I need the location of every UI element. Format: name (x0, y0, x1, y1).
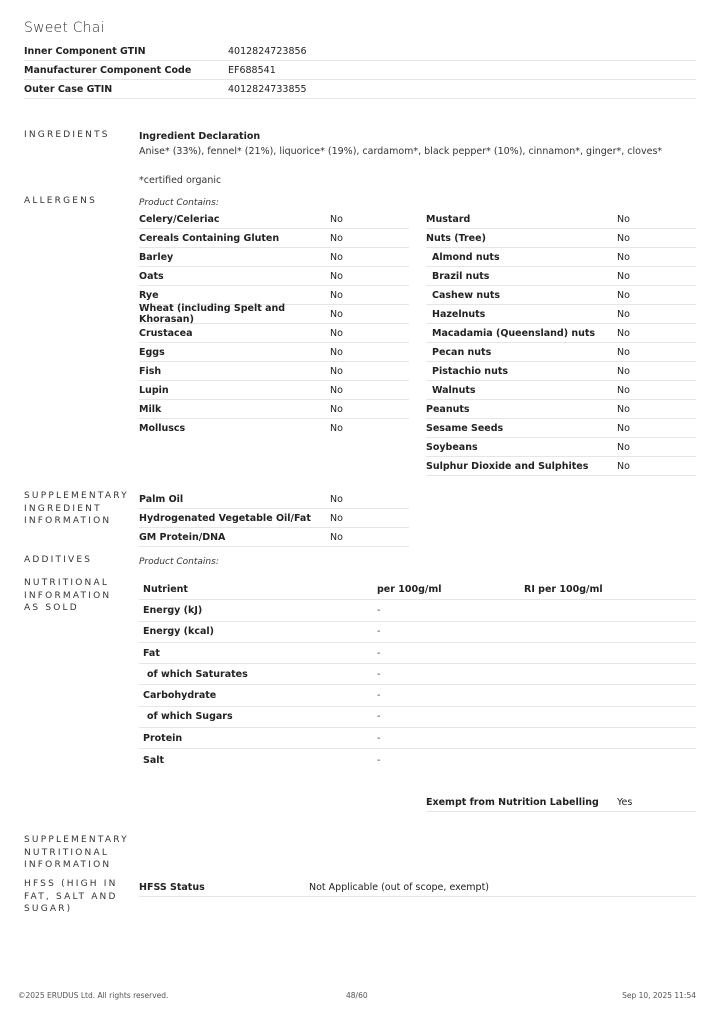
allergen-row (426, 362, 696, 381)
allergen-value: No (330, 232, 343, 244)
supplementary-label: Palm Oil (139, 493, 184, 505)
nutrient-value: - (377, 754, 381, 766)
allergens-left-table (139, 210, 409, 438)
section-label-supplementary-nutritional: SUPPLEMENTARY NUTRITIONAL INFORMATION (24, 835, 129, 870)
allergen-row (139, 210, 409, 229)
allergen-value: No (617, 232, 630, 244)
nutrient-label: Energy (kcal) (143, 626, 214, 638)
nutrient-value: - (377, 647, 381, 659)
allergen-label: Peanuts (426, 403, 470, 415)
allergen-label: Mustard (426, 213, 471, 225)
footer-copyright: ©2025 ERUDUS Ltd. All rights reserved. (18, 991, 169, 1000)
allergen-row (139, 362, 409, 381)
allergen-value: No (617, 308, 630, 320)
section-label-allergens: ALLERGENS (24, 196, 98, 206)
nutrition-row (139, 728, 696, 749)
ingredient-note: *certified organic (139, 175, 222, 186)
nutrition-row (139, 664, 696, 685)
allergen-row (426, 267, 696, 286)
supplementary-row (139, 490, 409, 509)
allergen-value: No (330, 213, 343, 225)
nutrient-label: Energy (kJ) (143, 604, 203, 616)
allergen-label: Sesame Seeds (426, 422, 504, 434)
allergen-value: No (617, 346, 630, 358)
nutrition-table (139, 579, 696, 771)
allergen-row (426, 438, 696, 457)
footer-page-number: 48/60 (346, 991, 368, 1000)
allergen-label: Macadamia (Queensland) nuts (432, 327, 596, 339)
identifier-row (24, 61, 696, 80)
supplementary-label: GM Protein/DNA (139, 531, 226, 543)
section-label-ingredients: INGREDIENTS (24, 130, 110, 140)
allergen-value: No (617, 289, 630, 301)
allergen-row (426, 210, 696, 229)
identifier-label: Inner Component GTIN (24, 45, 146, 57)
identifier-row (24, 42, 696, 61)
allergen-label: Soybeans (426, 441, 478, 453)
hfss-label: HFSS Status (139, 881, 205, 893)
allergens-right-table (426, 210, 696, 476)
allergen-value: No (617, 460, 630, 472)
allergen-label: Nuts (Tree) (426, 232, 486, 244)
nutrient-label: Protein (143, 732, 183, 744)
allergen-label: Cashew nuts (432, 289, 501, 301)
allergen-value: No (330, 403, 343, 415)
allergen-label: Barley (139, 251, 174, 263)
nutrition-header-ri: RI per 100g/ml (524, 583, 603, 595)
nutrient-value: - (377, 690, 381, 702)
allergens-product-contains: Product Contains: (139, 198, 219, 208)
nutrient-value: - (377, 711, 381, 723)
allergen-row (426, 324, 696, 343)
allergen-label: Lupin (139, 384, 169, 396)
nutrition-row (139, 749, 696, 770)
allergen-row (139, 381, 409, 400)
section-label-hfss: HFSS (HIGH IN FAT, SALT AND SUGAR) (24, 879, 118, 914)
exempt-row (426, 793, 696, 812)
allergen-row (426, 343, 696, 362)
allergen-value: No (617, 384, 630, 396)
allergen-value: No (617, 365, 630, 377)
allergen-row (139, 305, 409, 324)
identifier-label: Outer Case GTIN (24, 83, 113, 95)
allergen-row (139, 324, 409, 343)
supplementary-label: Hydrogenated Vegetable Oil/Fat (139, 512, 311, 524)
allergen-value: No (330, 346, 343, 358)
nutrition-row (139, 600, 696, 621)
allergen-label: Pistachio nuts (432, 365, 509, 377)
identifier-value: EF688541 (228, 64, 276, 76)
additives-product-contains: Product Contains: (139, 557, 219, 567)
allergen-value: No (617, 327, 630, 339)
identifier-table (24, 42, 696, 99)
allergen-label: Almond nuts (432, 251, 500, 263)
allergen-row (139, 419, 409, 438)
nutrition-header-row (139, 579, 696, 600)
hfss-value: Not Applicable (out of scope, exempt) (309, 881, 490, 893)
nutrient-value: - (377, 668, 381, 680)
allergen-label: Cereals Containing Gluten (139, 232, 280, 244)
section-label-supplementary-ingredient: SUPPLEMENTARY INGREDIENT INFORMATION (24, 491, 129, 526)
allergen-label: Molluscs (139, 423, 186, 434)
allergen-row (426, 457, 696, 476)
allergen-row (426, 248, 696, 267)
allergen-row (139, 400, 409, 419)
nutrient-label: Fat (143, 647, 160, 659)
hfss-row (139, 878, 696, 897)
allergen-label: Eggs (139, 346, 165, 358)
allergen-label: Wheat (including Spelt and Khorasan) (139, 303, 286, 325)
allergen-value: No (330, 308, 343, 320)
allergen-value: No (617, 441, 630, 453)
allergen-label: Brazil nuts (432, 270, 490, 282)
allergen-label: Milk (139, 403, 162, 415)
allergen-value: No (617, 422, 630, 434)
supplementary-value: No (330, 531, 343, 543)
allergen-value: No (617, 403, 630, 415)
allergen-label: Crustacea (139, 327, 193, 339)
allergen-value: No (330, 423, 343, 434)
ingredient-text: Anise* (33%), fennel* (21%), liquorice* (19%), cardamom*, black pepper* (10%), cinnamon*, ginger*, cloves* (139, 146, 663, 157)
supplementary-value: No (330, 493, 343, 505)
allergen-value: No (330, 327, 343, 339)
allergen-label: Hazelnuts (432, 308, 486, 320)
nutrition-row (139, 622, 696, 643)
footer-date: Sep 10, 2025 11:54 (622, 991, 696, 1000)
nutrition-row (139, 643, 696, 664)
allergen-value: No (330, 251, 343, 263)
page-title: Sweet Chai (24, 20, 105, 36)
nutrition-header-per100: per 100g/ml (377, 583, 442, 595)
nutrition-row (139, 685, 696, 706)
allergen-row (426, 400, 696, 419)
exempt-label: Exempt from Nutrition Labelling (426, 796, 599, 808)
allergen-row (426, 286, 696, 305)
allergen-label: Walnuts (432, 384, 476, 396)
nutrient-label: of which Saturates (147, 668, 248, 680)
allergen-value: No (617, 270, 630, 282)
allergen-label: Sulphur Dioxide and Sulphites (426, 460, 589, 472)
allergen-label: Fish (139, 365, 162, 377)
allergen-value: No (330, 289, 343, 301)
allergen-row (426, 381, 696, 400)
ingredient-heading: Ingredient Declaration (139, 131, 261, 142)
section-label-nutritional: NUTRITIONAL INFORMATION AS SOLD (24, 578, 112, 613)
allergen-row (139, 267, 409, 286)
identifier-row (24, 80, 696, 99)
allergen-row (139, 248, 409, 267)
allergen-label: Rye (139, 289, 159, 301)
nutrient-value: - (377, 604, 381, 616)
allergen-row (426, 229, 696, 248)
allergen-row (426, 419, 696, 438)
allergen-label: Pecan nuts (432, 346, 492, 358)
allergen-row (426, 305, 696, 324)
supplementary-ingredient-table (139, 490, 409, 547)
supplementary-value: No (330, 512, 343, 524)
supplementary-row (139, 528, 409, 547)
nutrient-label: Salt (143, 754, 165, 766)
nutrient-value: - (377, 626, 381, 638)
allergen-label: Oats (139, 270, 164, 282)
allergen-row (139, 343, 409, 362)
nutrient-value: - (377, 732, 381, 744)
nutrient-label: Carbohydrate (143, 690, 217, 702)
allergen-label: Celery/Celeriac (139, 213, 220, 225)
identifier-value: 4012824723856 (228, 45, 307, 57)
identifier-label: Manufacturer Component Code (24, 64, 192, 76)
supplementary-row (139, 509, 409, 528)
nutrition-header-nutrient: Nutrient (143, 583, 188, 595)
nutrition-row (139, 707, 696, 728)
allergen-value: No (330, 365, 343, 377)
allergen-row (139, 229, 409, 248)
allergen-value: No (617, 213, 630, 225)
allergen-value: No (330, 384, 343, 396)
exempt-value: Yes (617, 796, 633, 808)
allergen-value: No (330, 270, 343, 282)
identifier-value: 4012824733855 (228, 83, 307, 95)
nutrient-label: of which Sugars (147, 711, 233, 723)
section-label-additives: ADDITIVES (24, 555, 93, 565)
allergen-value: No (617, 251, 630, 263)
ingredients-block (139, 131, 699, 186)
